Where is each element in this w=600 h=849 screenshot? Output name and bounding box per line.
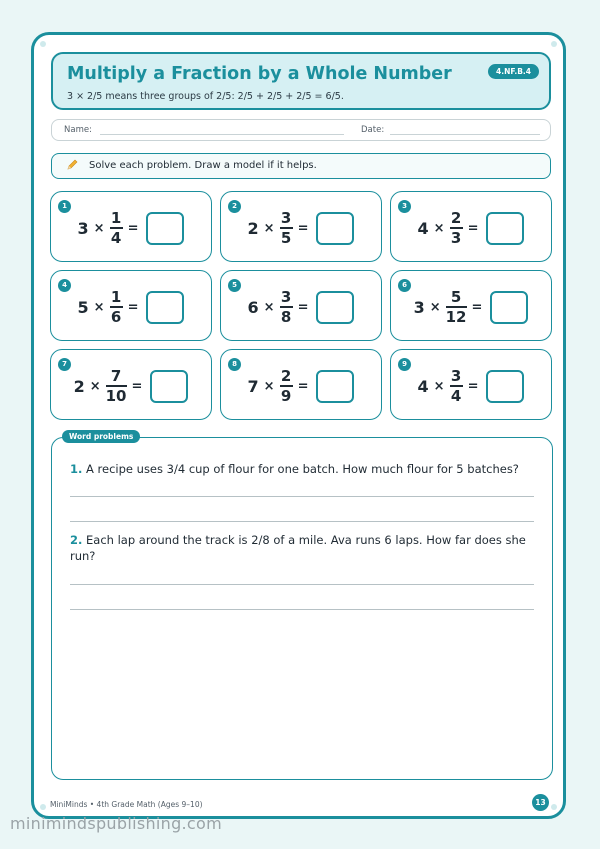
page-title: Multiply a Fraction by a Whole Number bbox=[67, 64, 452, 84]
problem-expression bbox=[391, 206, 551, 250]
footer-text: MiniMinds • 4th Grade Math (Ages 9–10) bbox=[50, 800, 203, 809]
denominator: 5 bbox=[280, 229, 292, 247]
problem-card bbox=[50, 191, 212, 262]
equals-sign: = bbox=[131, 378, 143, 394]
times-sign: × bbox=[263, 299, 275, 315]
word-problems-tag: Word problems bbox=[62, 430, 140, 443]
standard-badge: 4.NF.B.4 bbox=[488, 64, 539, 79]
answer-line[interactable] bbox=[70, 609, 534, 610]
whole-number: 6 bbox=[247, 297, 259, 317]
numerator: 1 bbox=[110, 288, 122, 306]
pencil-icon bbox=[66, 159, 78, 171]
instructions-box bbox=[51, 153, 551, 179]
whole-number: 2 bbox=[247, 218, 259, 238]
problem-expression bbox=[221, 364, 381, 408]
numerator: 3 bbox=[280, 209, 292, 227]
word-problem-text: A recipe uses 3/4 cup of flour for one batch. How much flour for 5 batches? bbox=[86, 462, 519, 476]
problem-card bbox=[220, 191, 382, 262]
equals-sign: = bbox=[467, 220, 479, 236]
whole-number: 2 bbox=[73, 376, 85, 396]
times-sign: × bbox=[89, 378, 101, 394]
denominator: 8 bbox=[280, 308, 292, 326]
denominator: 6 bbox=[110, 308, 122, 326]
problem-card bbox=[390, 349, 552, 420]
instructions-text: Solve each problem. Draw a model if it helps. bbox=[89, 160, 317, 171]
page-subtitle: 3 × 2/5 means three groups of 2/5: 2/5 + 2/5 + 2/5 = 6/5. bbox=[67, 91, 344, 102]
times-sign: × bbox=[263, 378, 275, 394]
numerator: 3 bbox=[450, 367, 462, 385]
problem-card bbox=[390, 191, 552, 262]
denominator: 9 bbox=[280, 387, 292, 405]
worksheet-header bbox=[51, 52, 551, 110]
problem-expression bbox=[391, 285, 551, 329]
denominator: 12 bbox=[445, 308, 467, 326]
problem-number: 9 bbox=[398, 358, 411, 371]
times-sign: × bbox=[429, 299, 441, 315]
problem-expression bbox=[51, 206, 211, 250]
times-sign: × bbox=[93, 299, 105, 315]
answer-box[interactable] bbox=[316, 291, 354, 324]
equals-sign: = bbox=[467, 378, 479, 394]
fraction bbox=[110, 289, 123, 325]
answer-line[interactable] bbox=[70, 496, 534, 497]
problem-card bbox=[50, 270, 212, 341]
name-label: Name: bbox=[64, 125, 92, 135]
corner-dot bbox=[40, 804, 46, 810]
answer-box[interactable] bbox=[490, 291, 528, 324]
answer-box[interactable] bbox=[316, 212, 354, 245]
problem-expression bbox=[51, 364, 211, 408]
name-field[interactable] bbox=[100, 134, 344, 135]
numerator: 2 bbox=[280, 367, 292, 385]
times-sign: × bbox=[433, 378, 445, 394]
equals-sign: = bbox=[127, 299, 139, 315]
fraction bbox=[280, 368, 293, 404]
answer-box[interactable] bbox=[150, 370, 188, 403]
whole-number: 3 bbox=[77, 218, 89, 238]
problem-expression bbox=[221, 206, 381, 250]
corner-dot bbox=[551, 804, 557, 810]
corner-dot bbox=[40, 41, 46, 47]
problem-card bbox=[50, 349, 212, 420]
equals-sign: = bbox=[297, 378, 309, 394]
fraction bbox=[446, 289, 467, 325]
word-problem-number: 2. bbox=[70, 533, 83, 547]
date-label: Date: bbox=[361, 125, 385, 135]
fraction bbox=[280, 210, 293, 246]
numerator: 5 bbox=[450, 288, 462, 306]
equals-sign: = bbox=[471, 299, 483, 315]
problem-number: 8 bbox=[228, 358, 241, 371]
whole-number: 7 bbox=[247, 376, 259, 396]
whole-number: 4 bbox=[417, 376, 429, 396]
problem-number: 4 bbox=[58, 279, 71, 292]
numerator: 3 bbox=[280, 288, 292, 306]
numerator: 2 bbox=[450, 209, 462, 227]
whole-number: 4 bbox=[417, 218, 429, 238]
fraction bbox=[280, 289, 293, 325]
numerator: 7 bbox=[110, 367, 122, 385]
problem-card bbox=[220, 270, 382, 341]
equals-sign: = bbox=[297, 299, 309, 315]
fraction bbox=[110, 210, 123, 246]
denominator: 3 bbox=[450, 229, 462, 247]
date-field[interactable] bbox=[390, 134, 540, 135]
fraction bbox=[450, 368, 463, 404]
fraction bbox=[106, 368, 127, 404]
answer-box[interactable] bbox=[146, 212, 184, 245]
answer-line[interactable] bbox=[70, 584, 534, 585]
watermark: minimindspublishing.com bbox=[10, 814, 223, 833]
equals-sign: = bbox=[297, 220, 309, 236]
problem-number: 2 bbox=[228, 200, 241, 213]
problem-number: 5 bbox=[228, 279, 241, 292]
whole-number: 3 bbox=[413, 297, 425, 317]
problem-card bbox=[390, 270, 552, 341]
word-problem-number: 1. bbox=[70, 462, 83, 476]
problem-card bbox=[220, 349, 382, 420]
denominator: 4 bbox=[110, 229, 122, 247]
answer-line[interactable] bbox=[70, 521, 534, 522]
equals-sign: = bbox=[127, 220, 139, 236]
problem-number: 1 bbox=[58, 200, 71, 213]
times-sign: × bbox=[93, 220, 105, 236]
problem-expression bbox=[391, 364, 551, 408]
word-problem-2 bbox=[70, 532, 530, 564]
answer-box[interactable] bbox=[486, 212, 524, 245]
corner-dot bbox=[551, 41, 557, 47]
answer-box[interactable] bbox=[316, 370, 354, 403]
problem-number: 7 bbox=[58, 358, 71, 371]
answer-box[interactable] bbox=[146, 291, 184, 324]
word-problem-1 bbox=[70, 461, 530, 477]
numerator: 1 bbox=[110, 209, 122, 227]
problem-expression bbox=[51, 285, 211, 329]
times-sign: × bbox=[263, 220, 275, 236]
word-problems-section bbox=[51, 432, 553, 780]
whole-number: 5 bbox=[77, 297, 89, 317]
denominator: 10 bbox=[105, 387, 127, 405]
times-sign: × bbox=[433, 220, 445, 236]
name-date-bar bbox=[51, 119, 551, 141]
fraction bbox=[450, 210, 463, 246]
denominator: 4 bbox=[450, 387, 462, 405]
word-problem-text: Each lap around the track is 2/8 of a mile. Ava runs 6 laps. How far does she run? bbox=[70, 533, 526, 563]
problem-number: 3 bbox=[398, 200, 411, 213]
worksheet-page bbox=[31, 32, 566, 819]
page-number: 13 bbox=[532, 794, 549, 811]
problem-number: 6 bbox=[398, 279, 411, 292]
answer-box[interactable] bbox=[486, 370, 524, 403]
problem-expression bbox=[221, 285, 381, 329]
